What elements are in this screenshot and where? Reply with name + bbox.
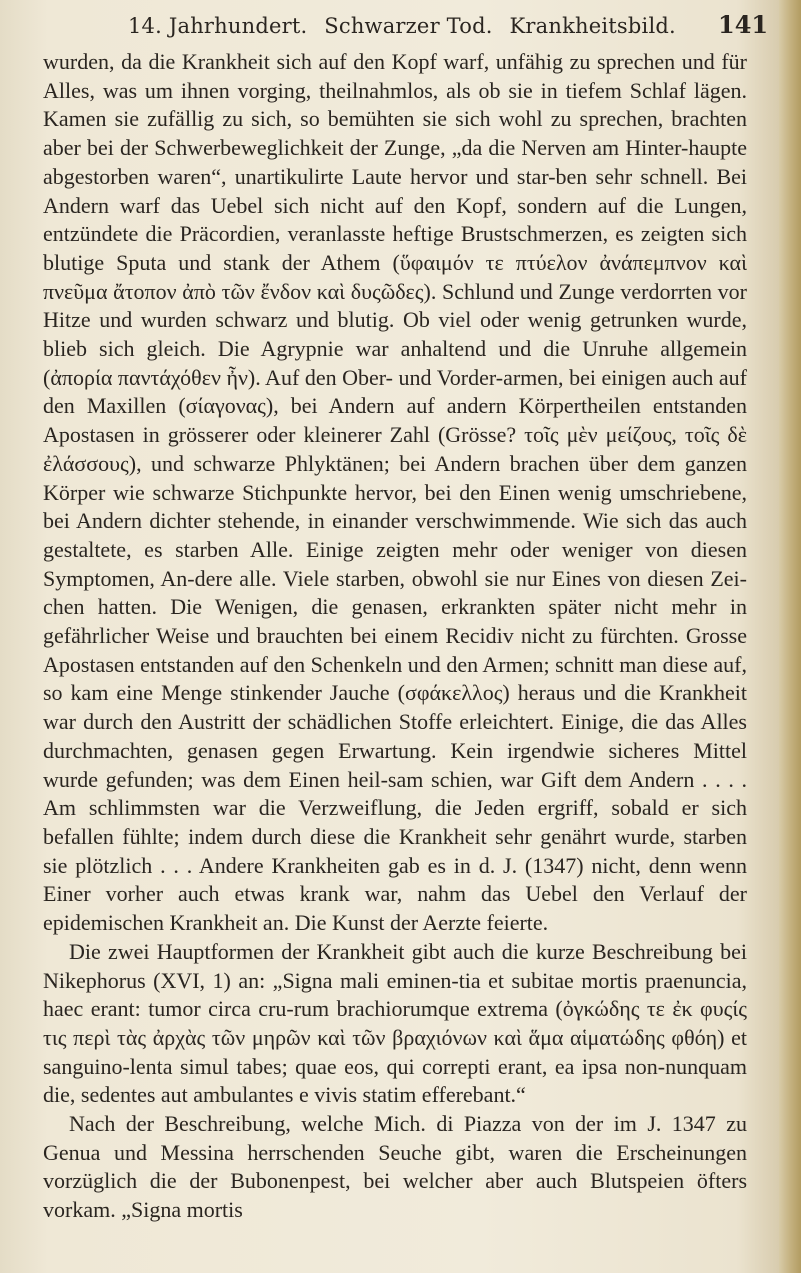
body-text — [43, 48, 747, 1225]
header-section: Krankheitsbild. — [509, 14, 676, 38]
page-edge — [779, 0, 801, 1273]
header-chapter: 14. Jahrhundert. — [128, 14, 308, 38]
page-number: 141 — [718, 10, 769, 39]
paragraph-2: Die zwei Hauptformen der Krankheit gibt auch die kurze Beschreibung bei Nikephorus (XVI, 1) an: „Signa mali eminen-tia et subitae mortis praenuncia, haec erant: tumor circa cru-rum brachiorumque extrema (ὀγκώδης τε ἐκ φυςίς τις περὶ τὰς ἀρχὰς τῶν μηρῶν καὶ τῶν βραχιόνων καὶ ἅμα αἱματώδης φθόη) et sanguino-lenta simul tabes; quae eos, qui correpti erant, ea ipsa non-nunquam die, sedentes aut ambulantes e vivis statim efferebant.“ — [43, 938, 747, 1108]
paragraph-3: Nach der Beschreibung, welche Mich. di Piazza von der im J. 1347 zu Genua und Messina herrschenden Seuche gibt, waren die Erscheinungen vorzüglich die der Bubonenpest, bei welcher aber auch Blutspeien öfters vorkam. „Signa mortis — [43, 1111, 747, 1223]
paragraph-1: wurden, da die Krankheit sich auf den Kopf warf, unfähig zu sprechen und für Alles, was um ihnen vorging, theilnahmlos, als ob sie in tiefem Schlaf lägen. Kamen sie zufällig zu sich, so bemühten sie sich wohl zu sprechen, brachten aber bei der Schwerbeweglichkeit der Zunge, „da die Nerven am Hinter-haupte abgestorben waren“, unartikulirte Laute hervor und star-ben sehr schnell. Bei Andern warf das Uebel sich nicht auf den Kopf, sondern auf die Lungen, entzündete die Präcordien, veranlasste heftige Brustschmerzen, es zeigten sich blutige Sputa und stank der Athem (ὕφαιμόν τε πτύελον ἀνάπεμπνον καὶ πνεῦμα ἄτοπον ἀπὸ τῶν ἔνδον καὶ δυςῶδες). Schlund und Zunge verdorrten vor Hitze und wurden schwarz und blutig. Ob viel oder wenig getrunken wurde, blieb sich gleich. Die Agrypnie war anhaltend und die Unruhe allgemein (ἀπορία παντάχόθεν ἦν). Auf den Ober- und Vorder-armen, bei einigen auch auf den Maxillen (σίαγονας), bei Andern auf andern Körpertheilen entstanden Apostasen in grösserer oder kleinerer Zahl (Grösse? τοῖς μὲν μείζους, τοῖς δὲ ἐλάσσους), und schwarze Phlyktänen; bei Andern brachen über dem ganzen Körper wie schwarze Stichpunkte hervor, bei den Einen wenig umschriebene, bei Andern dichter stehende, in einander verschwimmende. Wie sich das auch gestaltete, es starben Alle. Einige zeigten mehr oder weniger von diesen Symptomen, An-dere alle. Viele starben, obwohl sie nur Eines von diesen Zei-chen hatten. Die Wenigen, die genasen, erkrankten später nicht mehr in gefährlicher Weise und brauchten bei einem Recidiv nicht zu fürchten. Grosse Apostasen entstanden auf den Schenkeln und den Armen; schnitt man diese auf, so kam eine Menge stinkender Jauche (σφάκελλος) heraus und die Krankheit war durch den Austritt der schädlichen Stoffe erleichtert. Einige, die das Alles durchmachten, genasen gegen Erwartung. Kein irgendwie sicheres Mittel wurde gefunden; was dem Einen heil-sam schien, war Gift dem Andern . . . . Am schlimmsten war die Verzweiflung, die Jeden ergriff, sobald er sich befallen fühlte; indem durch diese die Krankheit sehr genährt wurde, starben sie plötzlich . . . Andere Krankheiten gab es in d. J. (1347) nicht, denn wenn Einer vorher auch etwas krank war, nahm das Uebel den Verlauf der epidemischen Krankheit an. Die Kunst der Aerzte feierte. — [43, 49, 747, 936]
running-header — [128, 14, 676, 44]
header-topic: Schwarzer Tod. — [324, 14, 493, 38]
